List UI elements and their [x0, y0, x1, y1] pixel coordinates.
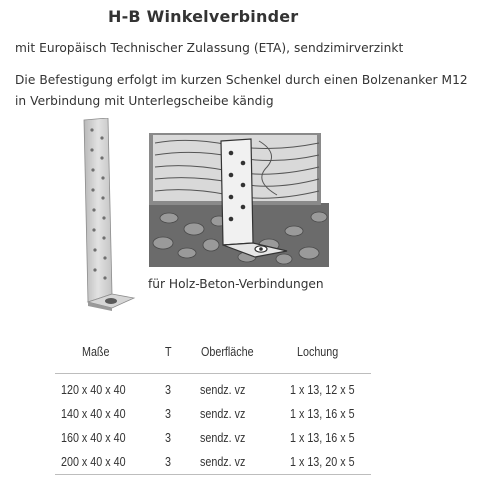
- table-row: [55, 379, 371, 403]
- page-title: H-B Winkelverbinder: [108, 7, 299, 26]
- description-line-2: Die Befestigung erfolgt im kurzen Schenkel durch einen Bolzenanker M12: [15, 73, 468, 87]
- description-line-3: in Verbindung mit Unterlegscheibe kändig: [15, 94, 274, 108]
- cell-oberflaeche: sendz. vz: [200, 431, 246, 445]
- description-line-1: mit Europäisch Technischer Zulassung (ETA), sendzimirverzinkt: [15, 41, 404, 55]
- header-t: T: [165, 345, 172, 359]
- table-row: [55, 427, 371, 451]
- image-caption: für Holz-Beton-Verbindungen: [148, 277, 324, 291]
- cell-lochung: 1 x 13, 12 x 5: [290, 383, 355, 397]
- cell-oberflaeche: sendz. vz: [200, 407, 246, 421]
- header-lochung: Lochung: [297, 345, 339, 359]
- cell-masse: 160 x 40 x 40: [61, 431, 126, 445]
- wood-concrete-connection-illustration: [149, 133, 329, 267]
- header-rule: [55, 373, 371, 374]
- cell-t: 3: [165, 407, 171, 421]
- cell-masse: 140 x 40 x 40: [61, 407, 126, 421]
- cell-masse: 200 x 40 x 40: [61, 455, 126, 469]
- table-row: [55, 451, 371, 475]
- table-header-row: [55, 343, 371, 379]
- cell-lochung: 1 x 13, 16 x 5: [290, 431, 355, 445]
- cell-oberflaeche: sendz. vz: [200, 455, 246, 469]
- cell-t: 3: [165, 383, 171, 397]
- table-row: [55, 403, 371, 427]
- cell-t: 3: [165, 455, 171, 469]
- cell-lochung: 1 x 13, 16 x 5: [290, 407, 355, 421]
- table-bottom-rule: [55, 474, 371, 475]
- dimensions-table: [55, 343, 371, 475]
- header-masse: Maße: [82, 345, 110, 359]
- cell-lochung: 1 x 13, 20 x 5: [290, 455, 355, 469]
- angle-bracket-icon: [78, 118, 138, 314]
- cell-oberflaeche: sendz. vz: [200, 383, 246, 397]
- header-oberflaeche: Oberfläche: [201, 345, 254, 359]
- cell-masse: 120 x 40 x 40: [61, 383, 126, 397]
- cell-t: 3: [165, 431, 171, 445]
